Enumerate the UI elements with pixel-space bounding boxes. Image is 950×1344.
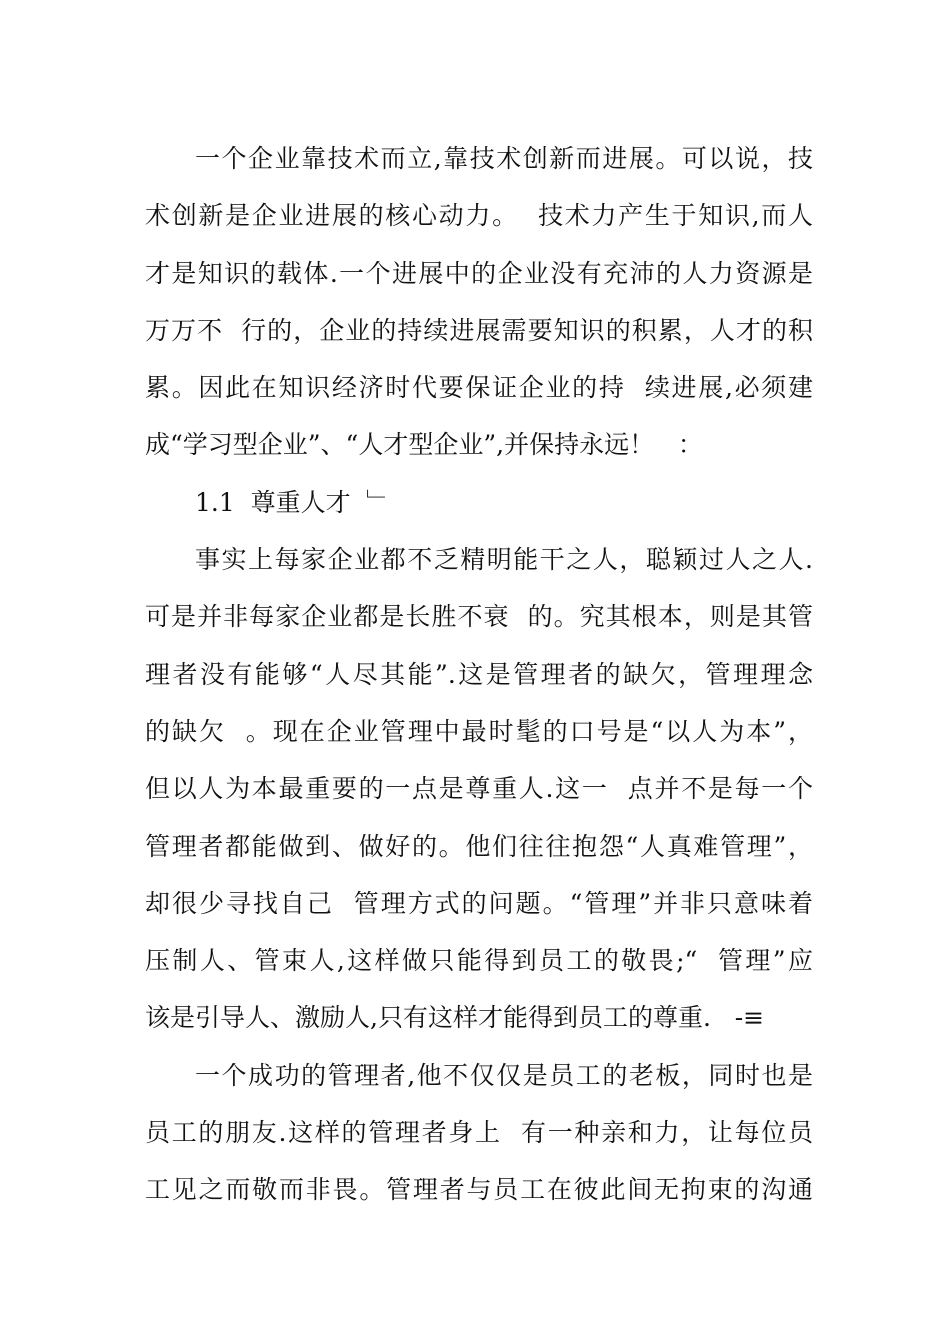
paragraph-line: 一个企业靠技术而立,靠技术创新而进展。可以说，技	[195, 144, 813, 173]
paragraph-line: 事实上每家企业都不乏精明能干之人，聪颖过人之人.	[195, 545, 813, 575]
paragraph-line: 该是引导人、激励人,只有这样才能得到员工的尊重. -≡	[145, 1003, 765, 1033]
paragraph-line: 理者没有能够“人尽其能”.这是管理者的缺欠，管理理念	[145, 659, 813, 689]
paragraph-line: 可是并非每家企业都是长胜不衰 的。究其根本，则是其管	[145, 602, 813, 632]
section-heading: 1.1 尊重人才 ﹂	[195, 487, 392, 517]
paragraph-line: 压制人、管束人,这样做只能得到员工的敬畏;“ 管理”应	[145, 946, 813, 976]
paragraph-line: 成“学习型企业”、“人才型企业”,并保持永远！ ：	[145, 430, 703, 460]
paragraph-line: 但以人为本最重要的一点是尊重人.这一 点并不是每一个	[145, 774, 813, 804]
paragraph-line: 万万不 行的，企业的持续进展需要知识的积累，人才的积	[145, 315, 813, 345]
paragraph-line: 累。因此在知识经济时代要保证企业的持 续进展,必须建	[145, 373, 813, 403]
paragraph-line: 一个成功的管理者,他不仅仅是员工的老板，同时也是	[195, 1060, 813, 1090]
document-body	[145, 130, 813, 1219]
paragraph-line: 员工的朋友.这样的管理者身上 有一种亲和力，让每位员	[145, 1118, 813, 1148]
paragraph-line: 管理者都能做到、做好的。他们往往抱怨“人真难管理”，	[145, 831, 813, 861]
paragraph-line: 却很少寻找自己 管理方式的问题。“管理”并非只意味着	[145, 888, 813, 918]
paragraph-line: 才是知识的载体.一个进展中的企业没有充沛的人力资源是	[145, 258, 813, 288]
paragraph-line: 的缺欠 。现在企业管理中最时髦的口号是“以人为本”，	[145, 716, 813, 746]
paragraph-line: 术创新是企业进展的核心动力。 技术力产生于知识,而人	[145, 201, 813, 231]
paragraph-line: 工见之而敬而非畏。管理者与员工在彼此间无拘束的沟通	[145, 1175, 813, 1205]
